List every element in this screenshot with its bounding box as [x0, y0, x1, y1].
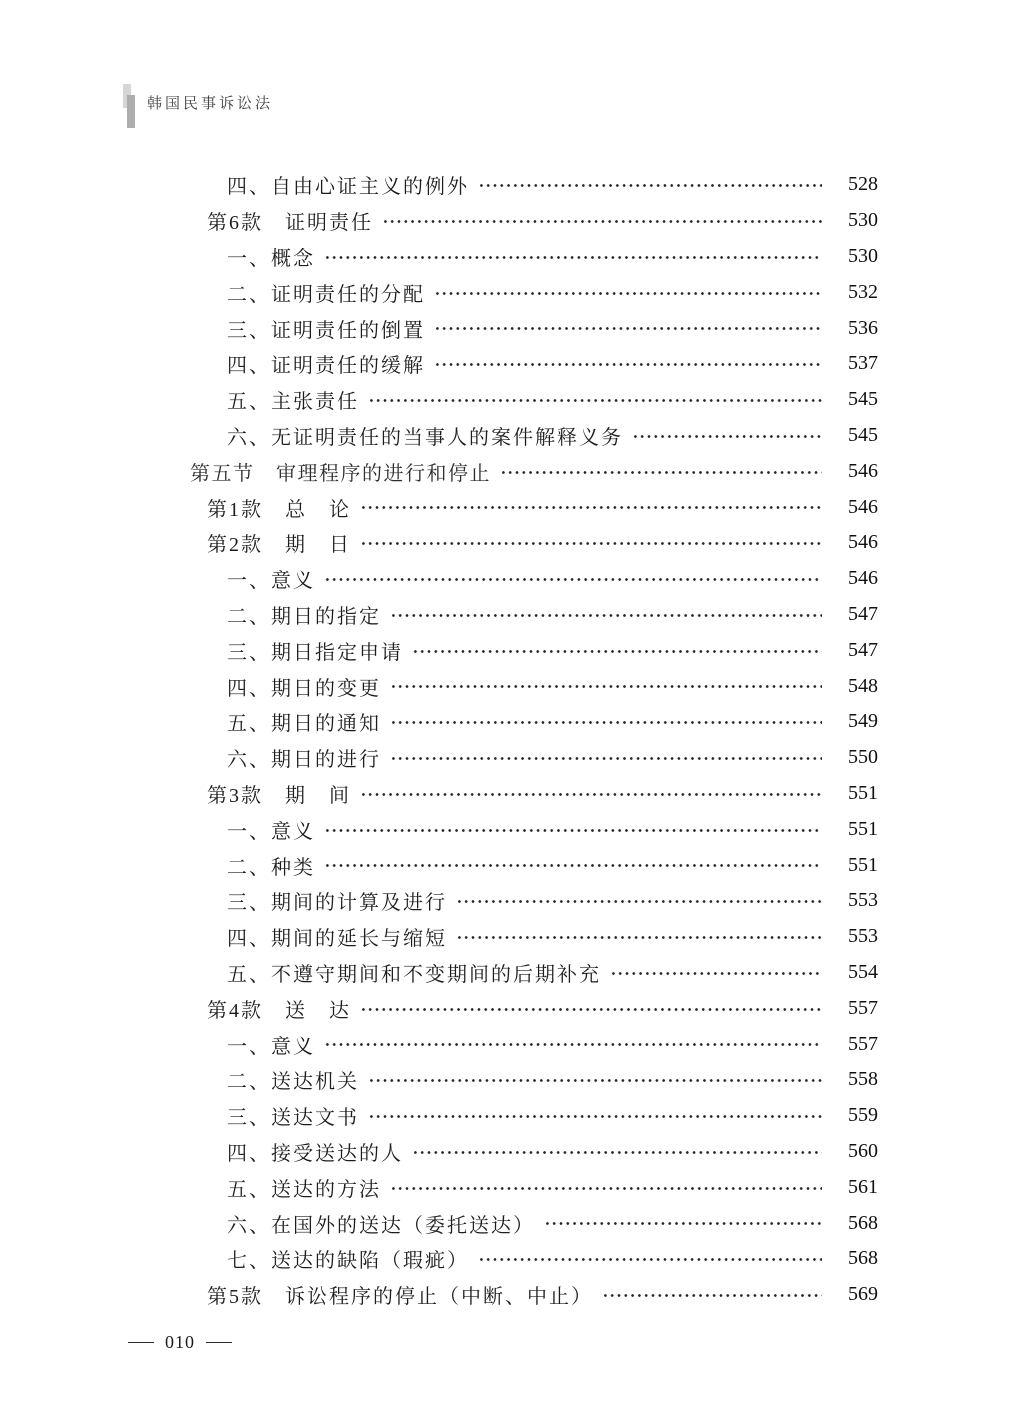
- dot-leader: [478, 175, 822, 195]
- toc-entry: [190, 597, 878, 633]
- toc-entry: [190, 1134, 878, 1170]
- toc-entry-label: 第6款 证明责任: [207, 212, 373, 235]
- toc-entry-page: 528: [848, 173, 878, 196]
- toc-entry-label: 五、不遵守期间和不变期间的后期补充: [227, 963, 601, 986]
- dot-leader: [602, 1285, 822, 1305]
- toc-entry-page: 551: [848, 781, 878, 804]
- toc-entry-page: 547: [848, 638, 878, 661]
- toc-entry-label: 四、接受送达的人: [227, 1142, 403, 1165]
- toc-entry: [190, 955, 878, 991]
- running-header-title: 韩国民事诉讼法: [147, 96, 274, 112]
- toc-list: [190, 167, 878, 1313]
- toc-entry-page: 549: [848, 710, 878, 733]
- dot-leader: [434, 354, 822, 374]
- toc-entry: [190, 346, 878, 382]
- toc-entry-page: 557: [848, 996, 878, 1019]
- toc-entry-page: 551: [848, 853, 878, 876]
- toc-entry: [190, 274, 878, 310]
- toc-entry-page: 537: [848, 352, 878, 375]
- toc-entry-label: 三、证明责任的倒置: [227, 319, 425, 342]
- dot-leader: [324, 246, 822, 266]
- toc-entry-label: 第3款 期 间: [207, 784, 351, 807]
- toc-entry: [190, 668, 878, 704]
- toc-entry-label: 第5款 诉讼程序的停止（中断、中止）: [207, 1286, 593, 1309]
- toc-entry-label: 一、意义: [227, 570, 315, 593]
- toc-entry: [190, 453, 878, 489]
- toc-entry-label: 三、送达文书: [227, 1107, 359, 1130]
- toc-entry-label: 四、期间的延长与缩短: [227, 928, 447, 951]
- toc-entry-label: 五、期日的通知: [227, 713, 381, 736]
- toc-entry-page: 532: [848, 280, 878, 303]
- dot-leader: [390, 712, 822, 732]
- toc-entry-label: 第1款 总 论: [207, 498, 351, 521]
- toc-entry-label: 二、证明责任的分配: [227, 283, 425, 306]
- toc-entry-label: 二、送达机关: [227, 1071, 359, 1094]
- toc-entry: [190, 1026, 878, 1062]
- toc-entry: [190, 310, 878, 346]
- dot-leader: [360, 533, 822, 553]
- toc-entry-label: 第4款 送 达: [207, 999, 351, 1022]
- dot-leader: [360, 998, 822, 1018]
- toc-entry-label: 三、期日指定申请: [227, 641, 403, 664]
- dot-leader: [390, 676, 822, 696]
- toc-entry-page: 560: [848, 1139, 878, 1162]
- toc-entry-page: 545: [848, 423, 878, 446]
- toc-entry-label: 第五节 审理程序的进行和停止: [190, 462, 491, 485]
- toc-entry-page: 545: [848, 388, 878, 411]
- toc-entry-page: 558: [848, 1068, 878, 1091]
- toc-entry-label: 五、主张责任: [227, 391, 359, 414]
- toc-entry-page: 554: [848, 960, 878, 983]
- toc-entry: [190, 1169, 878, 1205]
- toc-entry-label: 六、无证明责任的当事人的案件解释义务: [227, 426, 623, 449]
- toc-entry: [190, 167, 878, 203]
- dot-leader: [434, 318, 822, 338]
- footer-dash-left: [128, 1342, 154, 1344]
- toc-entry: [190, 883, 878, 919]
- toc-entry-page: 547: [848, 602, 878, 625]
- toc-entry-page: 546: [848, 459, 878, 482]
- toc-entry: [190, 740, 878, 776]
- dot-leader: [478, 1249, 822, 1269]
- toc-entry: [190, 203, 878, 239]
- toc-entry: [190, 418, 878, 454]
- dot-leader: [544, 1213, 822, 1233]
- dot-leader: [390, 1177, 822, 1197]
- toc-entry: [190, 1277, 878, 1313]
- toc-entry-label: 二、期日的指定: [227, 605, 381, 628]
- dot-leader: [412, 640, 822, 660]
- footer-dash-right: [206, 1342, 232, 1344]
- toc-entry-page: 546: [848, 495, 878, 518]
- toc-entry-label: 七、送达的缺陷（瑕疵）: [227, 1250, 469, 1273]
- toc-entry-page: 546: [848, 531, 878, 554]
- dot-leader: [456, 927, 822, 947]
- footer-page-number: 010: [165, 1332, 195, 1352]
- toc-entry: [190, 919, 878, 955]
- toc-entry-label: 二、种类: [227, 856, 315, 879]
- toc-entry: [190, 239, 878, 275]
- toc-entry: [190, 489, 878, 525]
- dot-leader: [500, 461, 822, 481]
- dot-leader: [360, 497, 822, 517]
- toc-entry: [190, 811, 878, 847]
- toc-entry: [190, 776, 878, 812]
- toc-entry-page: 569: [848, 1283, 878, 1306]
- toc-entry: [190, 1241, 878, 1277]
- toc-entry-label: 四、自由心证主义的例外: [227, 176, 469, 199]
- toc-entry-page: 561: [848, 1175, 878, 1198]
- toc-entry-label: 六、在国外的送达（委托送达）: [227, 1214, 535, 1237]
- toc-entry-page: 568: [848, 1247, 878, 1270]
- dot-leader: [390, 604, 822, 624]
- toc-entry: [190, 1062, 878, 1098]
- dot-leader: [368, 1106, 822, 1126]
- toc-entry: [190, 525, 878, 561]
- toc-entry: [190, 1098, 878, 1134]
- page-footer: [128, 1332, 232, 1353]
- dot-leader: [324, 819, 822, 839]
- toc-entry-page: 568: [848, 1211, 878, 1234]
- toc-entry: [190, 1205, 878, 1241]
- dot-leader: [610, 962, 822, 982]
- header-marker-bar-dark: [127, 95, 135, 128]
- toc-entry-page: 530: [848, 209, 878, 232]
- toc-entry-label: 一、意义: [227, 1035, 315, 1058]
- toc-entry-label: 三、期间的计算及进行: [227, 892, 447, 915]
- dot-leader: [412, 1141, 822, 1161]
- dot-leader: [390, 748, 822, 768]
- toc-entry: [190, 990, 878, 1026]
- dot-leader: [382, 211, 822, 231]
- dot-leader: [360, 783, 822, 803]
- dot-leader: [368, 1070, 822, 1090]
- dot-leader: [456, 891, 822, 911]
- dot-leader: [324, 1034, 822, 1054]
- dot-leader: [368, 390, 822, 410]
- toc-entry-page: 550: [848, 746, 878, 769]
- toc-entry-page: 551: [848, 817, 878, 840]
- toc-entry-label: 第2款 期 日: [207, 534, 351, 557]
- toc-entry-page: 557: [848, 1032, 878, 1055]
- dot-leader: [324, 855, 822, 875]
- dot-leader: [632, 425, 822, 445]
- dot-leader: [434, 282, 822, 302]
- toc-entry: [190, 382, 878, 418]
- toc-entry-page: 553: [848, 889, 878, 912]
- toc-entry-page: 559: [848, 1104, 878, 1127]
- toc-entry-page: 530: [848, 244, 878, 267]
- toc-entry: [190, 847, 878, 883]
- toc-entry-label: 一、意义: [227, 820, 315, 843]
- toc-entry-label: 四、证明责任的缓解: [227, 355, 425, 378]
- toc-entry-page: 536: [848, 316, 878, 339]
- toc-entry-page: 548: [848, 674, 878, 697]
- dot-leader: [324, 569, 822, 589]
- toc-entry-label: 一、概念: [227, 247, 315, 270]
- toc-entry-label: 四、期日的变更: [227, 677, 381, 700]
- toc-entry: [190, 704, 878, 740]
- toc-entry-label: 五、送达的方法: [227, 1178, 381, 1201]
- toc-entry-page: 553: [848, 925, 878, 948]
- toc-entry: [190, 632, 878, 668]
- toc-entry-page: 546: [848, 567, 878, 590]
- toc-entry: [190, 561, 878, 597]
- toc-entry-label: 六、期日的进行: [227, 749, 381, 772]
